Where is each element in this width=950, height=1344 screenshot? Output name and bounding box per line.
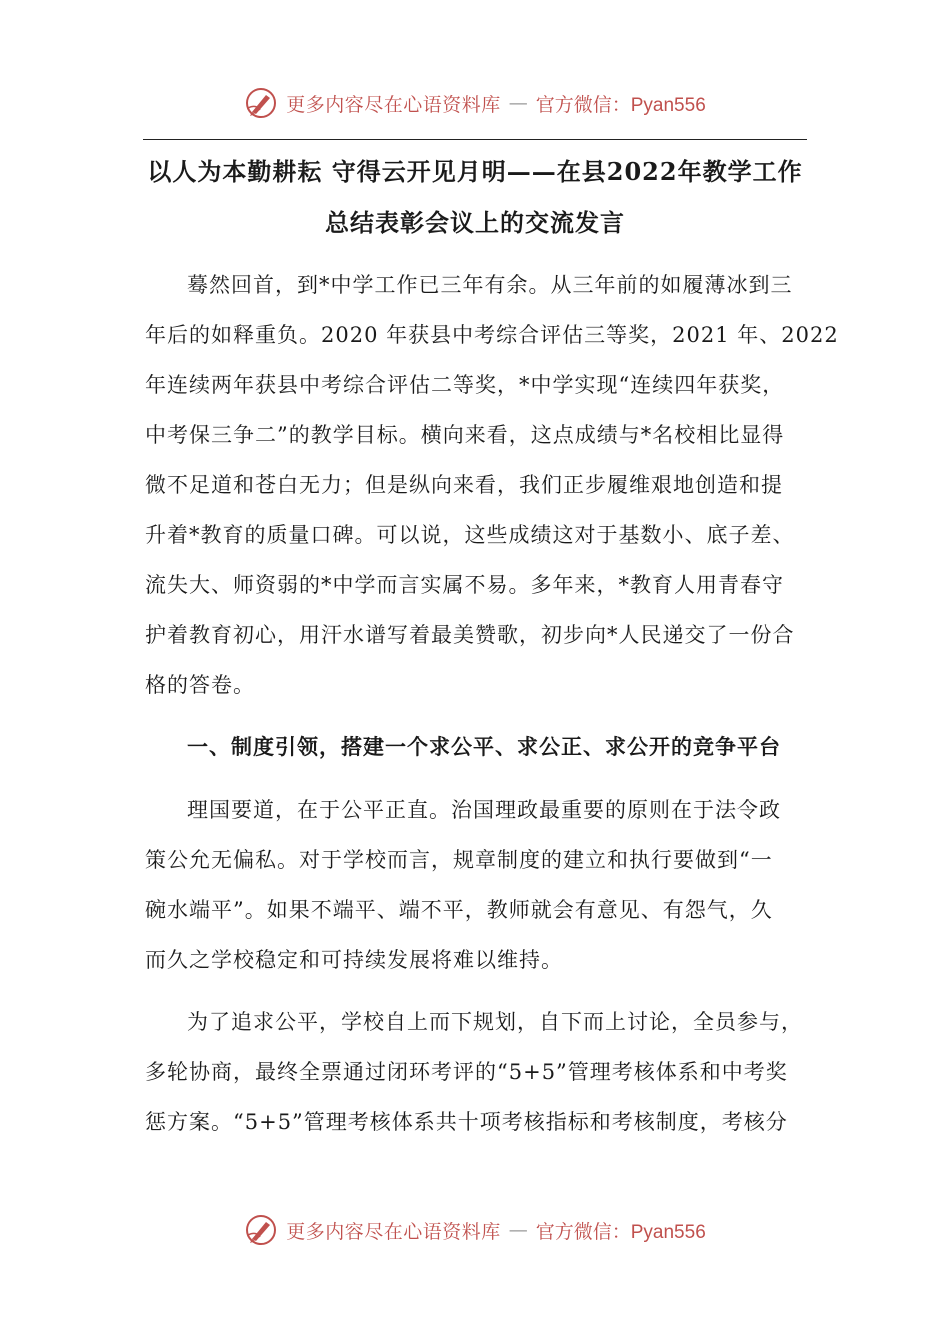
document-title-line-2: 总结表彰会议上的交流发言 bbox=[325, 208, 625, 237]
paragraph-1-line: 中考保三争二”的教学目标。横向来看，这点成绩与*名校相比显得 bbox=[145, 423, 785, 447]
banner-contact-label: 官方微信： bbox=[535, 93, 631, 116]
paragraph-1-line: 微不足道和苍白无力；但是纵向来看，我们正步履维艰地创造和提 bbox=[145, 473, 783, 497]
banner-text: 更多内容尽在心语资料库 bbox=[286, 93, 501, 116]
pen-logo-icon bbox=[244, 1213, 278, 1247]
paragraph-3-line: 惩方案。“5+5”管理考核体系共十项考核指标和考核制度，考核分 bbox=[145, 1110, 788, 1134]
banner-text: 更多内容尽在心语资料库 bbox=[286, 1220, 501, 1243]
paragraph-1-line: 升着*教育的质量口碑。可以说，这些成绩这对于基数小、底子差、 bbox=[145, 523, 795, 547]
paragraph-3-line: 多轮协商，最终全票通过闭环考评的“5+5”管理考核体系和中考奖 bbox=[145, 1060, 788, 1084]
paragraph-1-line: 格的答卷。 bbox=[145, 673, 255, 697]
paragraph-1-line: 护着教育初心，用汗水谱写着最美赞歌，初步向*人民递交了一份合 bbox=[145, 623, 795, 647]
paragraph-3-line: 为了追求公平，学校自上而下规划，自下而上讨论，全员参与， bbox=[187, 1010, 803, 1034]
banner-contact bbox=[536, 1217, 706, 1244]
paragraph-2-line: 理国要道，在于公平正直。治国理政最重要的原则在于法令政 bbox=[187, 798, 781, 822]
banner-contact bbox=[536, 90, 706, 117]
paragraph-1-line: 年连续两年获县中考综合评估二等奖，*中学实现“连续四年获奖， bbox=[145, 373, 785, 397]
paragraph-1-line: 流失大、师资弱的*中学而言实属不易。多年来，*教育人用青春守 bbox=[145, 573, 784, 597]
header-rule bbox=[143, 139, 807, 140]
paragraph-1-line: 年后的如释重负。2020 年获县中考综合评估三等奖，2021 年、2022 bbox=[145, 323, 839, 347]
banner-contact-label: 官方微信： bbox=[535, 1220, 631, 1243]
banner-contact-id: Pyan556 bbox=[630, 94, 706, 116]
section-heading-1: 一、制度引领，搭建一个求公平、求公正、求公开的竞争平台 bbox=[187, 734, 781, 759]
paragraph-2-line: 碗水端平”。如果不端平、端不平，教师就会有意见、有怨气，久 bbox=[145, 898, 773, 922]
paragraph-2-line: 而久之学校稳定和可持续发展将难以维持。 bbox=[145, 948, 563, 972]
paragraph-1-line: 蓦然回首，到*中学工作已三年有余。从三年前的如履薄冰到三 bbox=[187, 273, 793, 297]
pen-logo-icon bbox=[244, 86, 278, 120]
document-title-line-1: 以人为本勤耕耘 守得云开见月明——在县2022年教学工作 bbox=[147, 157, 803, 186]
banner-dash: — bbox=[508, 92, 528, 114]
banner-dash: — bbox=[508, 1219, 528, 1241]
header-banner bbox=[0, 83, 950, 123]
footer-banner bbox=[0, 1210, 950, 1250]
banner-contact-id: Pyan556 bbox=[630, 1221, 706, 1243]
paragraph-2-line: 策公允无偏私。对于学校而言，规章制度的建立和执行要做到“一 bbox=[145, 848, 773, 872]
